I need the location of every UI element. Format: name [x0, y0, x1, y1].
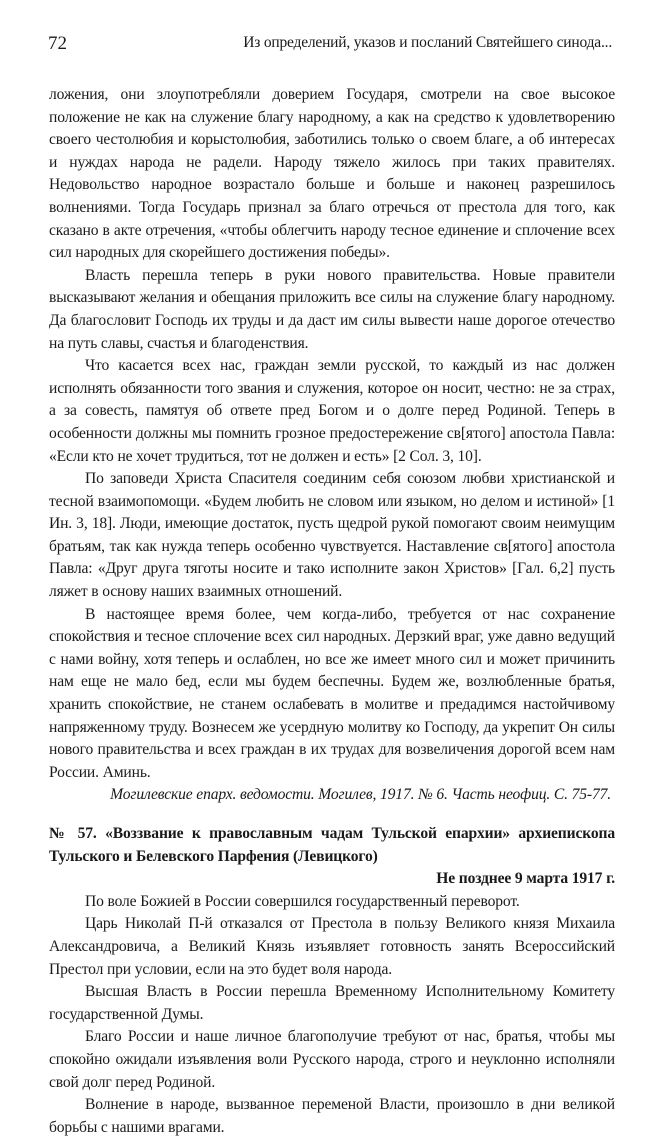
document-date: Не позднее 9 марта 1917 г. [436, 870, 615, 888]
paragraph: Высшая Власть в России перешла Временному Исполнительному Комитету государственной Думы. [49, 983, 615, 1023]
paragraph: Власть перешла теперь в руки нового правительства. Новые правители высказывают желания и обещания приложить все силы на служение благу народному. Да благословит Господь их труды и да даст им силы вывести наше дорогое отечество на путь славы, счастья и благоденствия. [49, 266, 615, 352]
paragraph: Что касается всех нас, граждан земли русской, то каждый из нас должен исполнять обязанности того звания и служения, которое он носит, честно: не за страх, а за совесть, памятуя об ответе пред Богом и о долге перед Родиной. Теперь в особенности должны мы помнить грозное предостережение св[ятого] апостола Павла: «Если кто не хочет трудиться, тот не должен и есть» [2 Сол. 3, 10]. [49, 357, 615, 465]
document-title: № 57. «Воззвание к православным чадам Тульской епархии» архиепископа Тульского и Белевского Парфения (Левицкого) [49, 825, 615, 865]
paragraph: В настоящее время более, чем когда-либо, требуется от нас сохранение спокойствия и тесное сплочение всех сил народных. Дерзкий враг, уже давно ведущий с нами войну, хотя теперь и ослаблен, но все же имеет много сил и может причинить нам еще не мало бед, если мы будем беспечны. Будем же, возлюбленные братья, хранить спокойствие, не станем ослабевать в молитве и предадимся настойчивому напряженному труду. Вознесем же усердную молитву ко Господу, да укрепит Он силы нового правительства и всех граждан в их трудах для возвеличения дорогой всем нам России. Аминь. [49, 605, 615, 781]
paragraph: По заповеди Христа Спасителя соединим себя союзом любви христианской и тесной взаимопомощи. «Будем любить не словом или языком, но делом и истиной» [1 Ин. 3, 18]. Люди, имеющие достаток, пусть щедрой рукой помогают своим неимущим братьям, так как нужда теперь особенно чувствуется. Наставление св[ятого] апостола Павла: «Друг друга тяготы носите и тако исполните закон Христов» [Гал. 6,2] пусть ляжет в основу наших взаимных отношений. [49, 470, 615, 601]
source-citation: Могилевские епарх. ведомости. Могилев, 1917. № 6. Часть неофиц. С. 75-77. [110, 786, 611, 804]
running-head: Из определений, указов и посланий Святейшего синода... [243, 34, 612, 51]
page-number: 72 [48, 33, 67, 54]
paragraph: По воле Божией в России совершился государственный переворот. [85, 892, 520, 910]
paragraph: Волнение в народе, вызванное переменой Власти, произошло в дни великой борьбы с нашими врагами. [49, 1096, 615, 1136]
paragraph: Благо России и наше личное благополучие требуют от нас, братья, чтобы мы спокойно ожидали изъявления воли Русского народа, строго и неуклонно исполняли свой долг перед Родиной. [49, 1028, 615, 1091]
paragraph: ложения, они злоупотребляли доверием Государя, смотрели на свое высокое положение не как на служение благу народному, а как на средство к удовлетворению своего честолюбия и корыстолюбия, заботились только о своем благе, а об интересах и нуждах народа не радели. Народу тяжело жилось при таких правителях. Недовольство народное возрастало больше и больше и наконец разрешилось волнениями. Тогда Государь признал за благо отречься от престола для того, как сказано в акте отречения, «чтобы облегчить народу тесное единение и сплочение всех сил народных для скорейшего достижения победы». [49, 86, 615, 262]
page-body [49, 84, 615, 1139]
paragraph: Царь Николай П-й отказался от Престола в пользу Великого князя Михаила Александровича, а Великий Князь изъявляет готовность занять Всероссийский Престол при условии, если на это будет воля народа. [49, 915, 615, 978]
